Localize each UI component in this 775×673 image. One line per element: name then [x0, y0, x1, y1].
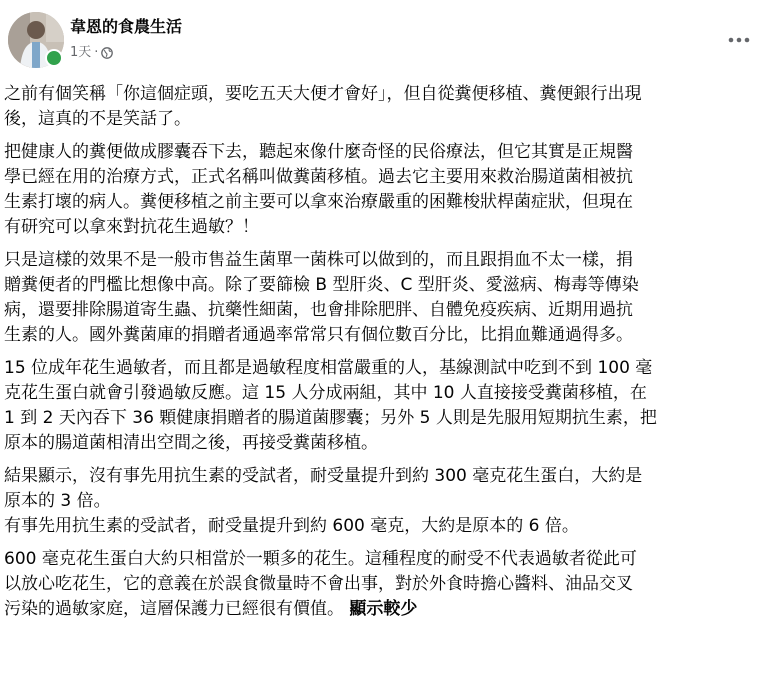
paragraph-line: 原本的腸道菌相清出空間之後，再接受糞菌移植。	[4, 433, 378, 453]
paragraph-line: 600 毫克花生蛋白大約只相當於一顆多的花生。這種程度的耐受不代表過敏者從此可	[4, 549, 637, 569]
paragraph-line: 結果顯示，沒有事先用抗生素的受試者，耐受量提升到約 300 毫克花生蛋白，大約是	[4, 466, 643, 486]
post-paragraph	[4, 356, 768, 456]
globe-icon[interactable]	[101, 47, 113, 59]
post-body	[4, 82, 768, 630]
paragraph-line: 之前有個笑稱「你這個症頭，要吃五天大便才會好」，但自從糞便移植、糞便銀行出現	[4, 84, 642, 104]
post-paragraph	[4, 547, 768, 622]
post-paragraph	[4, 248, 768, 348]
online-status-dot	[45, 49, 63, 67]
paragraph-line: 有研究可以拿來對抗花生過敏？！	[4, 217, 259, 237]
page-name-link[interactable]: 韋恩的食農生活	[70, 17, 183, 36]
paragraph-line: 15 位成年花生過敏者，而且都是過敏程度相當嚴重的人，基線測試中吃到不到 100 毫	[4, 358, 653, 378]
post-meta	[70, 44, 113, 62]
avatar[interactable]	[8, 12, 64, 68]
paragraph-line: 病，還要排除腸道寄生蟲、抗藥性細菌，也會排除肥胖、自體免疫疾病、近期用過抗	[4, 300, 633, 320]
post-paragraph	[4, 82, 768, 132]
more-options-button[interactable]	[721, 28, 757, 52]
paragraph-line: 把健康人的糞便做成膠囊吞下去，聽起來像什麼奇怪的民俗療法，但它其實是正規醫	[4, 142, 633, 162]
meta-separator: ·	[94, 45, 99, 60]
paragraph-line: 學已經在用的治療方式，正式名稱叫做糞菌移植。過去它主要用來救治腸道菌相被抗	[4, 167, 633, 187]
post-timestamp[interactable]: 1天	[70, 45, 92, 60]
post-header	[8, 12, 775, 70]
paragraph-line: 後，這真的不是笑話了。	[4, 109, 191, 129]
paragraph-line: 生素的人。國外糞菌庫的捐贈者通過率常常只有個位數百分比，比捐血難通過得多。	[4, 325, 633, 345]
paragraph-line: 贈糞便者的門檻比想像中高。除了要篩檢 B 型肝炎、C 型肝炎、愛滋病、梅毒等傳染	[4, 275, 639, 295]
paragraph-line: 克花生蛋白就會引發過敏反應。這 15 人分成兩組，其中 10 人直接接受糞菌移植，在	[4, 383, 647, 403]
more-options-icon	[728, 37, 750, 43]
paragraph-line: 1 到 2 天內吞下 36 顆健康捐贈者的腸道菌膠囊；另外 5 人則是先服用短期抗生素，把	[4, 408, 657, 428]
paragraph-line: 只是這樣的效果不是一般市售益生菌單一菌株可以做到的，而且跟捐血不太一樣，捐	[4, 250, 633, 270]
post-paragraph	[4, 140, 768, 240]
paragraph-line: 生素打壞的病人。糞便移植之前主要可以拿來治療嚴重的困難梭狀桿菌症狀，但現在	[4, 192, 633, 212]
paragraph-line: 有事先用抗生素的受試者，耐受量提升到約 600 毫克，大約是原本的 6 倍。	[4, 516, 579, 536]
paragraph-line: 原本的 3 倍。	[4, 491, 111, 511]
paragraph-line: 以放心吃花生，它的意義在於誤食微量時不會出事，對於外食時擔心醬料、油品交叉	[4, 574, 633, 594]
see-less-button[interactable]: 顯示較少	[349, 599, 418, 619]
paragraph-line	[4, 597, 768, 622]
post-paragraph	[4, 464, 768, 539]
paragraph-line-text: 污染的過敏家庭，這層保護力已經很有價值。	[4, 599, 344, 619]
